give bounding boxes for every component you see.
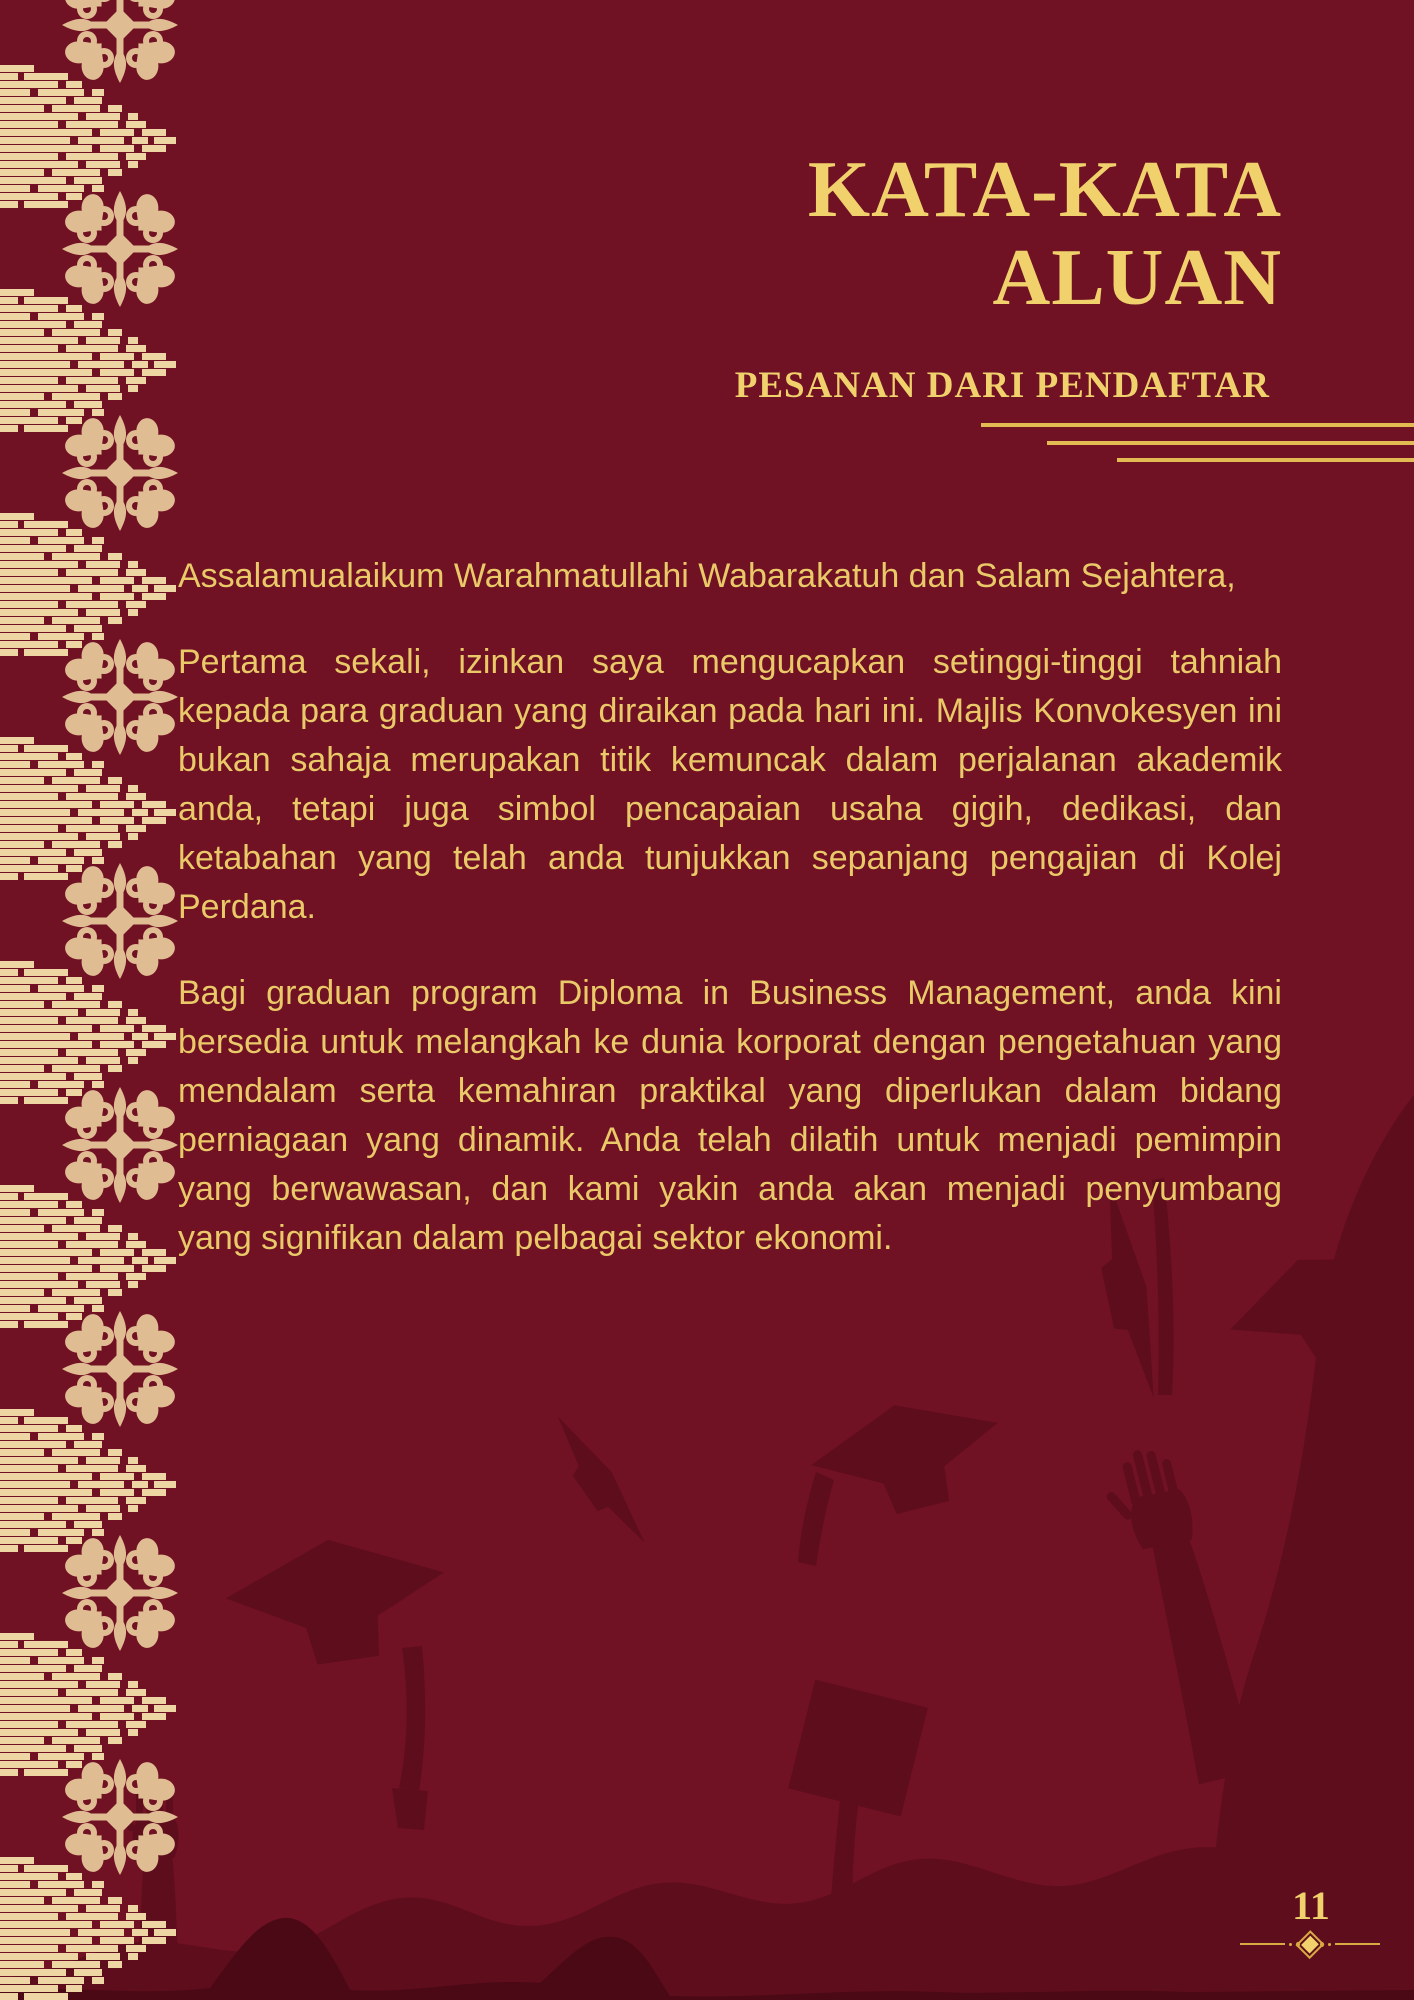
page-title-line1: KATA-KATA — [807, 146, 1282, 234]
tassel-icon — [798, 1472, 834, 1566]
divider-line-right — [1335, 1943, 1380, 1945]
crowd-silhouette — [0, 1847, 1414, 2000]
diamond-line-divider — [1240, 1934, 1380, 1954]
divider-dot — [1289, 1943, 1292, 1946]
page-title-line2: ALUAN — [992, 234, 1282, 322]
divider-line-left — [1240, 1943, 1285, 1945]
message-body — [178, 552, 1282, 1300]
page-title — [808, 146, 1282, 322]
mortarboard-cap-icon — [802, 1382, 1013, 1531]
divider-dot — [1296, 1942, 1301, 1947]
page-number: 11 — [1292, 1883, 1330, 1928]
diamond-icon — [1301, 1935, 1318, 1952]
decorative-line-1 — [981, 423, 1414, 427]
header — [808, 146, 1282, 322]
paragraph-graduates: Bagi graduan program Diploma in Business Management, anda kini bersedia untuk melangkah ke dunia korporat dengan pengetahuan yang mendalam serta kemahiran praktikal yang diperlukan dalam bidang perniagaan yang dinamik. Anda telah dilatih untuk menjadi pemimpin yang berwawasan, dan kami yakin anda akan menjadi penyumbang yang signifikan dalam pelbagai sektor ekonomi. — [178, 974, 1282, 1257]
mortarboard-cap-icon — [540, 1410, 655, 1555]
divider-dot — [1320, 1942, 1325, 1947]
tassel-tip-icon — [392, 1788, 428, 1830]
page-subtitle: PESANAN DARI PENDAFTAR — [734, 365, 1270, 406]
decorative-line-2 — [1047, 441, 1414, 445]
divider-dot — [1328, 1943, 1331, 1946]
decorative-line-3 — [1117, 458, 1414, 462]
paragraph-greeting: Assalamualaikum Warahmatullahi Wabarakatuh dan Salam Sejahtera, — [178, 557, 1236, 595]
paragraph-congratulations: Pertama sekali, izinkan saya mengucapkan setinggi-tinggi tahniah kepada para graduan yang diraikan pada hari ini. Majlis Konvokesyen ini bukan sahaja merupakan titik kemuncak dalam perjalanan akademik anda, tetapi juga simbol pencapaian usaha gigih, dedikasi, dan ketabahan yang telah anda tunjukkan sepanjang pengajian di Kolej Perdana. — [178, 643, 1282, 926]
tassel-icon — [399, 1646, 425, 1791]
diploma-icon — [788, 1680, 928, 1817]
